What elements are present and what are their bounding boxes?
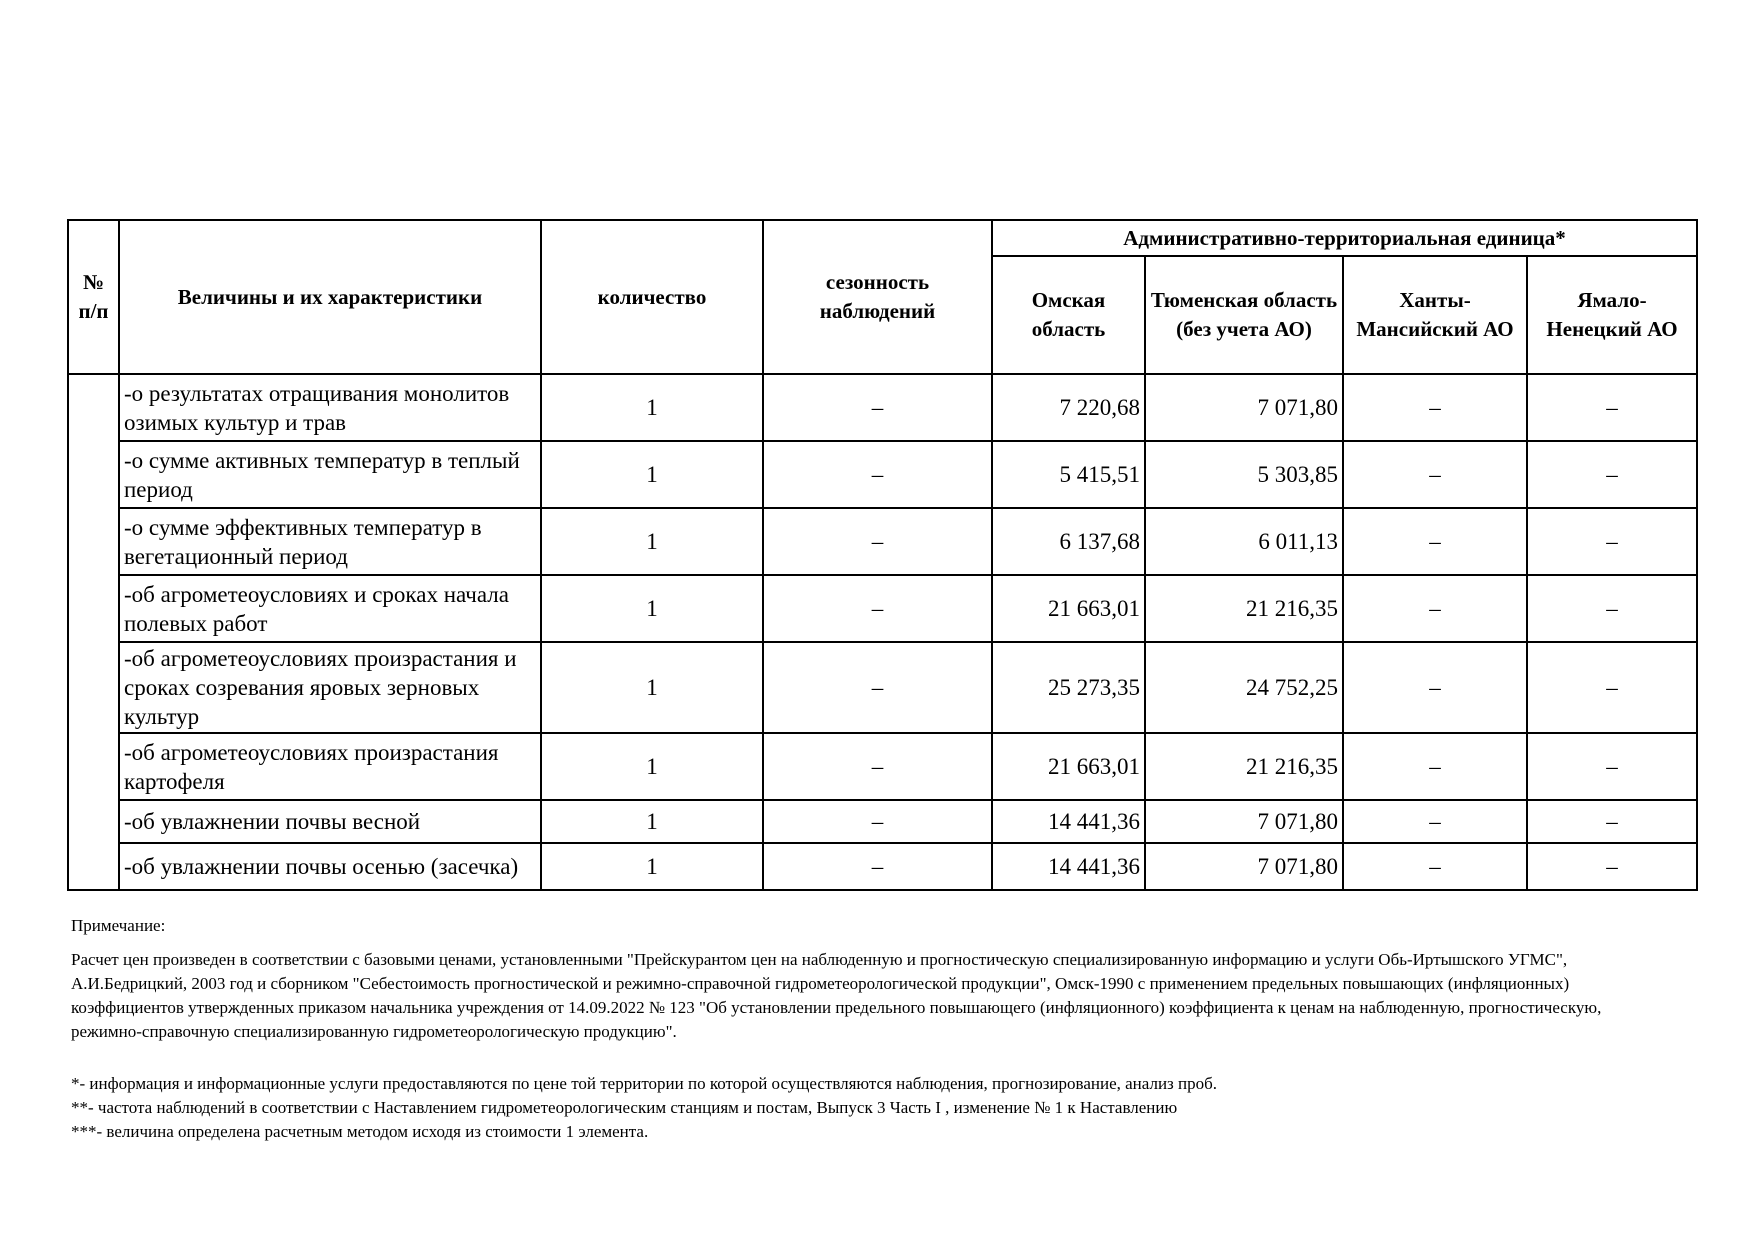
row-omsk-value: 25 273,35 bbox=[992, 642, 1145, 733]
table-row bbox=[68, 508, 1697, 575]
row-seasonality: – bbox=[763, 642, 992, 733]
row-tyumen-value: 5 303,85 bbox=[1145, 441, 1343, 508]
row-khmao-value: – bbox=[1343, 800, 1527, 843]
row-seasonality: – bbox=[763, 575, 992, 642]
table-row bbox=[68, 575, 1697, 642]
table-row bbox=[68, 800, 1697, 843]
row-yanao-value: – bbox=[1527, 374, 1697, 441]
row-omsk-value: 5 415,51 bbox=[992, 441, 1145, 508]
row-omsk-value: 6 137,68 bbox=[992, 508, 1145, 575]
notes-section bbox=[71, 914, 1671, 1144]
row-seasonality: – bbox=[763, 374, 992, 441]
row-khmao-value: – bbox=[1343, 843, 1527, 890]
row-yanao-value: – bbox=[1527, 843, 1697, 890]
row-tyumen-value: 6 011,13 bbox=[1145, 508, 1343, 575]
header-description: Величины и их характеристики bbox=[119, 220, 541, 374]
row-description: -о сумме активных температур в теплый период bbox=[119, 441, 541, 508]
row-seasonality: – bbox=[763, 441, 992, 508]
row-quantity: 1 bbox=[541, 843, 763, 890]
row-tyumen-value: 21 216,35 bbox=[1145, 575, 1343, 642]
row-tyumen-value: 7 071,80 bbox=[1145, 843, 1343, 890]
notes-label: Примечание: bbox=[71, 916, 166, 935]
row-description: -об агрометеоусловиях произрастания и сроках созревания яровых зерновых культур bbox=[119, 642, 541, 733]
row-description: -об увлажнении почвы весной bbox=[119, 800, 541, 843]
row-khmao-value: – bbox=[1343, 575, 1527, 642]
header-khmao: Ханты-Мансийский АО bbox=[1343, 256, 1527, 374]
header-num: № п/п bbox=[68, 220, 119, 374]
row-description: -об агрометеоусловиях и сроках начала полевых работ bbox=[119, 575, 541, 642]
row-quantity: 1 bbox=[541, 733, 763, 800]
row-omsk-value: 14 441,36 bbox=[992, 843, 1145, 890]
footnote-1: *- информация и информационные услуги предоставляются по цене той территории по которой осуществляются наблюдения, прогнозирование, анализ проб. bbox=[71, 1074, 1218, 1093]
row-description: -о сумме эффективных температур в вегетационный период bbox=[119, 508, 541, 575]
price-table bbox=[67, 219, 1698, 891]
row-yanao-value: – bbox=[1527, 642, 1697, 733]
table-row bbox=[68, 642, 1697, 733]
row-khmao-value: – bbox=[1343, 441, 1527, 508]
row-omsk-value: 14 441,36 bbox=[992, 800, 1145, 843]
row-khmao-value: – bbox=[1343, 374, 1527, 441]
row-yanao-value: – bbox=[1527, 508, 1697, 575]
row-yanao-value: – bbox=[1527, 800, 1697, 843]
table-row bbox=[68, 843, 1697, 890]
row-omsk-value: 21 663,01 bbox=[992, 575, 1145, 642]
table-row bbox=[68, 733, 1697, 800]
row-seasonality: – bbox=[763, 800, 992, 843]
row-quantity: 1 bbox=[541, 800, 763, 843]
table-row bbox=[68, 441, 1697, 508]
row-khmao-value: – bbox=[1343, 733, 1527, 800]
header-admin-unit: Административно-территориальная единица* bbox=[992, 220, 1697, 256]
row-seasonality: – bbox=[763, 508, 992, 575]
table-row bbox=[68, 374, 1697, 441]
header-quantity: количество bbox=[541, 220, 763, 374]
row-quantity: 1 bbox=[541, 441, 763, 508]
row-description: -об увлажнении почвы осенью (засечка) bbox=[119, 843, 541, 890]
header-omsk: Омская область bbox=[992, 256, 1145, 374]
row-quantity: 1 bbox=[541, 575, 763, 642]
row-description: -о результатах отращивания монолитов озимых культур и трав bbox=[119, 374, 541, 441]
footnote-2: **- частота наблюдений в соответствии с Наставлением гидрометеорологическим станциям и постам, Выпуск 3 Часть I , изменение № 1 к Наставлению bbox=[71, 1098, 1178, 1117]
row-tyumen-value: 21 216,35 bbox=[1145, 733, 1343, 800]
row-tyumen-value: 24 752,25 bbox=[1145, 642, 1343, 733]
row-seasonality: – bbox=[763, 733, 992, 800]
row-tyumen-value: 7 071,80 bbox=[1145, 374, 1343, 441]
row-yanao-value: – bbox=[1527, 733, 1697, 800]
header-seasonality: сезонность наблюдений bbox=[763, 220, 992, 374]
row-omsk-value: 21 663,01 bbox=[992, 733, 1145, 800]
row-seasonality: – bbox=[763, 843, 992, 890]
row-quantity: 1 bbox=[541, 374, 763, 441]
row-yanao-value: – bbox=[1527, 575, 1697, 642]
header-tyumen: Тюменская область (без учета АО) bbox=[1145, 256, 1343, 374]
row-quantity: 1 bbox=[541, 508, 763, 575]
notes-paragraph: Расчет цен произведен в соответствии с базовыми ценами, установленными "Прейскурантом цен на наблюденную и прогностическую специализированную информацию и услуги Обь-Иртышского УГМС", А.И.Бедрицкий, 2003 год и сборником "Себестоимость прогностической и режимно-справочной гидрометеорологической продукции", Омск-1990 с применением предельных повышающих (инфляционных) коэффициентов утвержденных приказом начальника учреждения от 14.09.2022 № 123 "Об установлении предельного повышающего (инфляционного) коэффициента к ценам на наблюденную, прогностическую, режимно-справочную специализированную гидрометеорологическую продукцию". bbox=[71, 950, 1602, 1041]
row-description: -об агрометеоусловиях произрастания картофеля bbox=[119, 733, 541, 800]
header-yanao: Ямало-Ненецкий АО bbox=[1527, 256, 1697, 374]
row-yanao-value: – bbox=[1527, 441, 1697, 508]
row-omsk-value: 7 220,68 bbox=[992, 374, 1145, 441]
footnote-3: ***- величина определена расчетным методом исходя из стоимости 1 элемента. bbox=[71, 1122, 649, 1141]
row-number-cell bbox=[68, 374, 119, 890]
row-khmao-value: – bbox=[1343, 642, 1527, 733]
row-quantity: 1 bbox=[541, 642, 763, 733]
row-tyumen-value: 7 071,80 bbox=[1145, 800, 1343, 843]
row-khmao-value: – bbox=[1343, 508, 1527, 575]
